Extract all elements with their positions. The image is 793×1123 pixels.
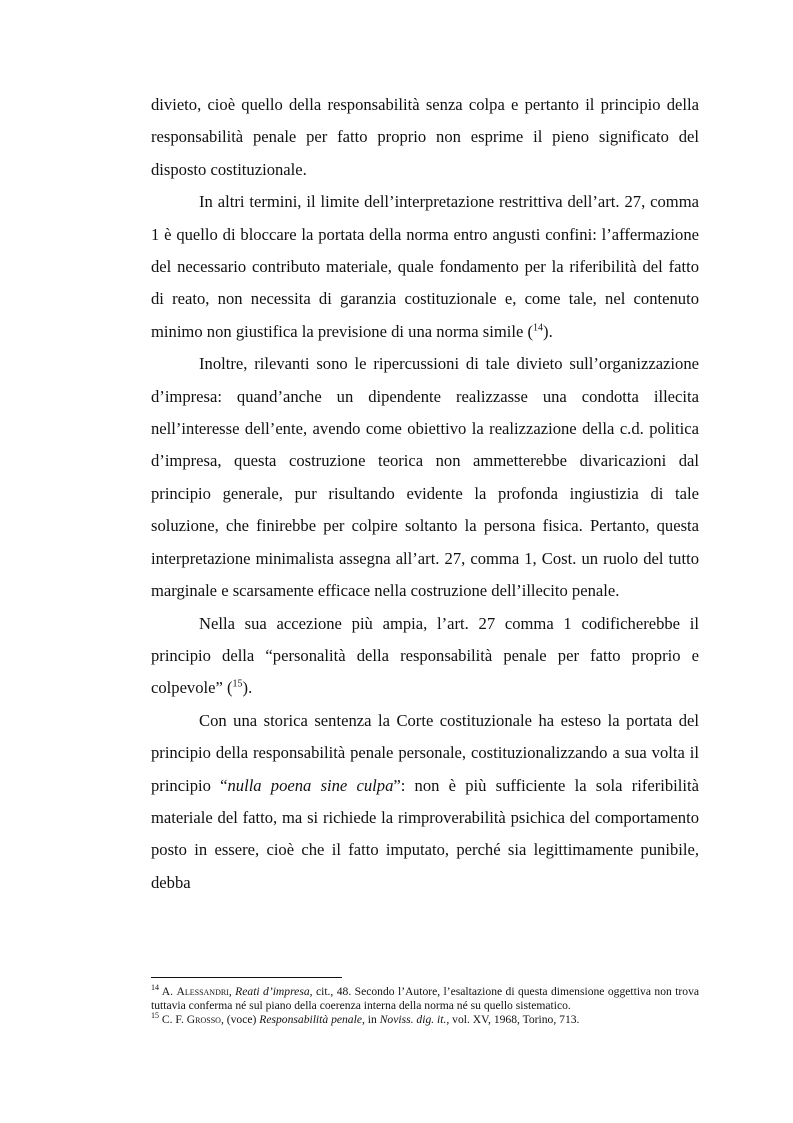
footnote-title: Reati d’impresa: [235, 985, 310, 998]
footnote-author: Alessandri: [176, 985, 229, 998]
footnote-15: $^{15}$ C. F. Grosso, (voce) Responsabilità penale, in Noviss. dig. it., vol. XV, 1968, Torino, 713.: [151, 1010, 580, 1026]
footnote-journal: Noviss. dig. it.: [379, 1012, 447, 1026]
footnote-number: 14: [151, 983, 159, 993]
footnotes: [151, 985, 699, 1027]
paragraph-accezione-ampia: Nella sua accezione più ampia, l’art. 27 comma 1 codificherebbe il principio della “personalità della responsabilità penale per fatto proprio e colpevole” ($^{15}$).: [151, 613, 699, 698]
paragraph-interpretazione-restrittiva: In altri termini, il limite dell’interpretazione restrittiva dell’art. 27, comma 1 è quello di bloccare la portata della norma entro angusti confini: l’affermazione del necessario contributo materiale, quale fondamento per la riferibilità del fatto di reato, non necessita di garanzia costituzionale e, come tale, nel contenuto minimo non giustifica la previsione di una norma simile ($^{14}$).: [151, 192, 699, 341]
latin-maxim: nulla poena sine culpa: [227, 775, 394, 795]
footnote-author: Grosso: [186, 1012, 221, 1026]
footnote-reference-14: 14: [533, 322, 544, 334]
body-text: [151, 89, 699, 899]
footnote-separator: [151, 977, 342, 978]
paragraph-corte-costituzionale: Con una storica sentenza la Corte costituzionale ha esteso la portata del principio della responsabilità penale personale, costituzionalizzando a sua volta il principio “nulla poena sine culpa”: non è più sufficiente la sola riferibilità materiale del fatto, ma si richiede la rimproverabilità psichica del comportamento posto in essere, cioè che il fatto imputato, perché sia legittimamente punibile, debba: [151, 710, 699, 892]
footnote-title: Responsabilità penale: [259, 1012, 362, 1026]
footnote-reference-15: 15: [232, 678, 243, 690]
footnote-14: $^{14}$ A. Alessandri, Reati d’impresa, cit., 48. Secondo l’Autore, l’esaltazione di questa dimensione oggettiva non trova tuttavia conferma né sul piano della coerenza interna della norma né su quello sistematico.: [151, 983, 700, 1012]
paragraph-continuation: divieto, cioè quello della responsabilità senza colpa e pertanto il principio della responsabilità penale per fatto proprio non esprime il pieno significato del disposto costituzionale.: [151, 95, 699, 179]
footnote-number: 15: [151, 1010, 159, 1020]
paragraph-organizzazione-impresa: Inoltre, rilevanti sono le ripercussioni di tale divieto sull’organizzazione d’impresa: quand’anche un dipendente realizzasse una condotta illecita nell’interesse dell’ente, avendo come obiettivo la realizzazione della c.d. politica d’impresa, questa costruzione teorica non ammetterebbe divaricazioni dal principio generale, pur risultando evidente la profonda ingiustizia di tale soluzione, che finirebbe per colpire soltanto la persona fisica. Pertanto, questa interpretazione minimalista assegna all’art. 27, comma 1, Cost. un ruolo del tutto marginale e scarsamente efficace nella costruzione dell’illecito penale.: [151, 354, 699, 601]
